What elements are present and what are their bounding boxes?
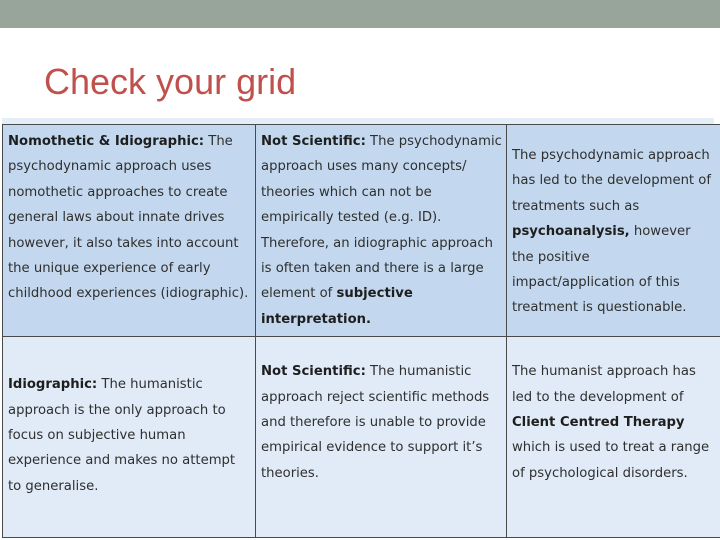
grid-row-psychodynamic xyxy=(3,125,720,337)
grid-table xyxy=(2,124,720,538)
cell-tail-text: however the positive impact/application of this treatment is questionable. xyxy=(512,224,691,316)
cell-text: The psychodynamic approach has led to the development of treatments such as xyxy=(512,148,712,214)
cell-text: The psychodynamic approach uses nomothetic approaches to create general laws about innate drives however, it also takes into account the unique experience of early childhood experiences (idiographic). xyxy=(8,134,249,302)
cell-bold-term: Client Centred Therapy xyxy=(512,415,685,431)
grid-cell-humanistic-idiographic xyxy=(3,337,256,538)
grid-row-humanistic xyxy=(3,337,720,538)
cell-text: The psychodynamic approach uses many concepts/ theories which can not be empirically tested (e.g. ID). Therefore, an idiographic approach is often taken and there is a large element of xyxy=(261,134,502,302)
grid-cell-psychodynamic-not-scientific xyxy=(256,125,507,337)
evaluation-grid xyxy=(2,118,714,494)
slide-title: Check your grid xyxy=(44,61,297,102)
cell-heading: Not Scientific: xyxy=(261,364,366,380)
cell-heading: Nomothetic & Idiographic: xyxy=(8,134,205,149)
grid-cell-psychodynamic-nomothetic-idiographic xyxy=(3,125,256,337)
cell-text: The humanistic approach is the only approach to focus on subjective human experience and makes no attempt to generalise. xyxy=(8,377,236,494)
grid-cell-humanistic-application xyxy=(507,337,720,538)
cell-bold-term: psychoanalysis, xyxy=(512,224,630,240)
cell-heading: Not Scientific: xyxy=(261,134,366,149)
cell-text: The humanistic approach reject scientific methods and therefore is unable to provide empirical evidence to support it’s theories. xyxy=(261,364,490,481)
cell-heading: Idiographic: xyxy=(8,377,98,393)
cell-bold-term: subjective interpretation. xyxy=(261,286,413,327)
top-banner-bar xyxy=(0,0,720,28)
cell-text: The humanist approach has led to the development of xyxy=(512,364,696,405)
grid-cell-psychodynamic-application xyxy=(507,125,720,337)
grid-cell-humanistic-not-scientific xyxy=(256,337,507,538)
cell-tail-text: which is used to treat a range of psychological disorders. xyxy=(512,440,710,481)
